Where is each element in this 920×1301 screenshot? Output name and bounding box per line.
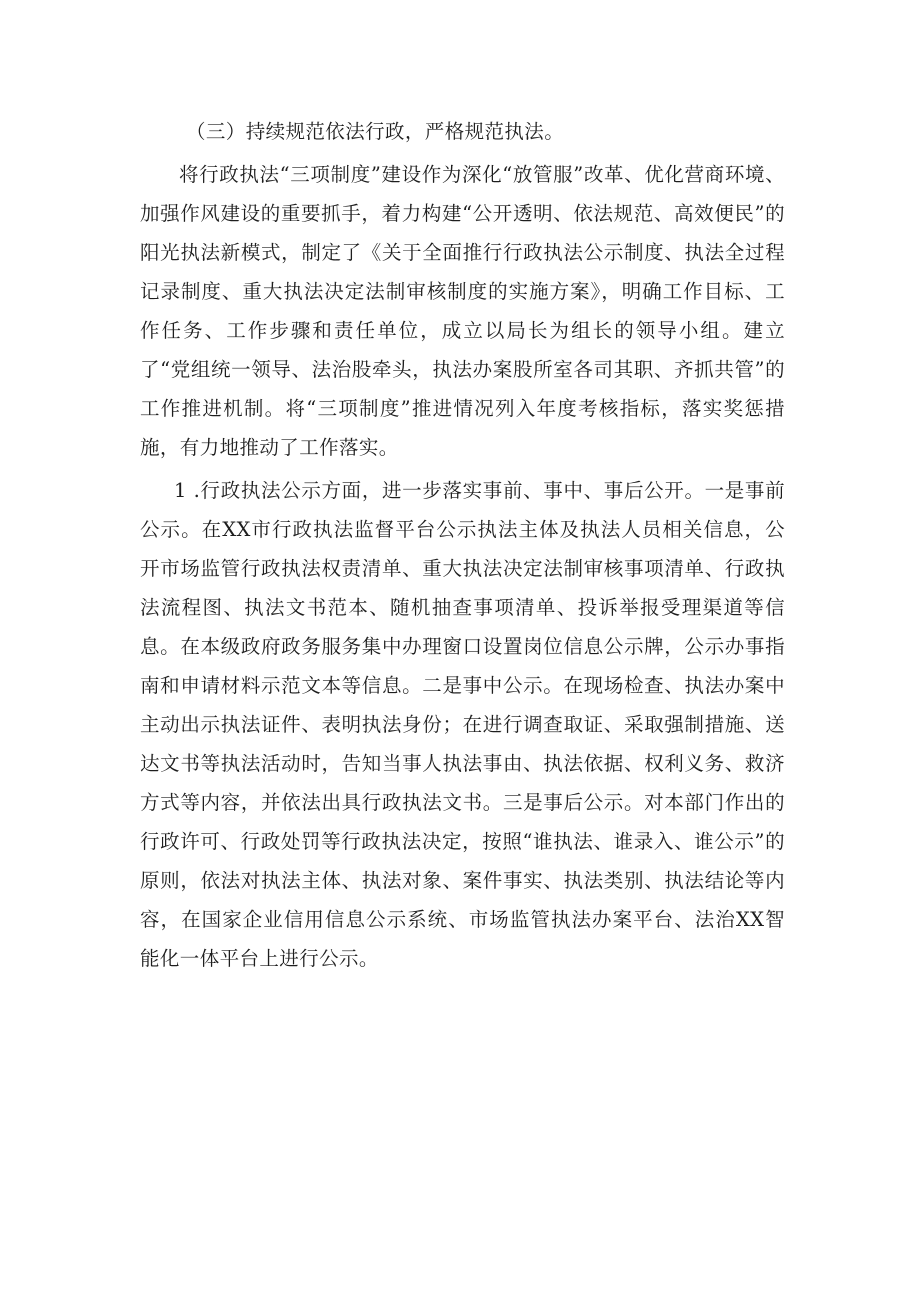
paragraph-enforcement-publicity: 1 .行政执法公示方面，进一步落实事前、事中、事后公开。一是事前公示。在XX市行政执法监督平台公示执法主体及执法人员相关信息，公开市场监管行政执法权责清单、重大执法决定法制审核事项清单、行政执法流程图、执法文书范本、随机抽查事项清单、投诉举报受理渠道等信息。在本级政府政务服务集中办理窗口设置岗位信息公示牌，公示办事指南和申请材料示范文本等信息。二是事中公示。在现场检查、执法办案中主动出示执法证件、表明执法身份；在进行调查取证、采取强制措施、送达文书等执法活动时，告知当事人执法事由、执法依据、权利义务、救济方式等内容，并依法出具行政执法文书。三是事后公示。对本部门作出的行政许可、行政处罚等行政执法决定，按照“谁执法、谁录入、谁公示”的原则，依法对执法主体、执法对象、案件事实、执法类别、执法结论等内容，在国家企业信用信息公示系统、市场监管执法办案平台、法治XX智能化一体平台上进行公示。 [140,479,785,970]
document-body [140,112,785,982]
paragraph-three-systems: 将行政执法“三项制度”建设作为深化“放管服”改革、优化营商环境、加强作风建设的重要抓手，着力构建“公开透明、依法规范、高效便民”的阳光执法新模式，制定了《关于全面推行行政执法公示制度、执法全过程记录制度、重大执法决定法制审核制度的实施方案》，明确工作目标、工作任务、工作步骤和责任单位，成立以局长为组长的领导小组。建立了“党组统一领导、法治股牵头，执法办案股所室各司其职、齐抓共管”的工作推进机制。将“三项制度”推进情况列入年度考核指标，落实奖惩措施，有力地推动了工作落实。 [140,163,785,459]
section-heading: （三）持续规范依法行政，严格规范执法。 [186,120,565,143]
